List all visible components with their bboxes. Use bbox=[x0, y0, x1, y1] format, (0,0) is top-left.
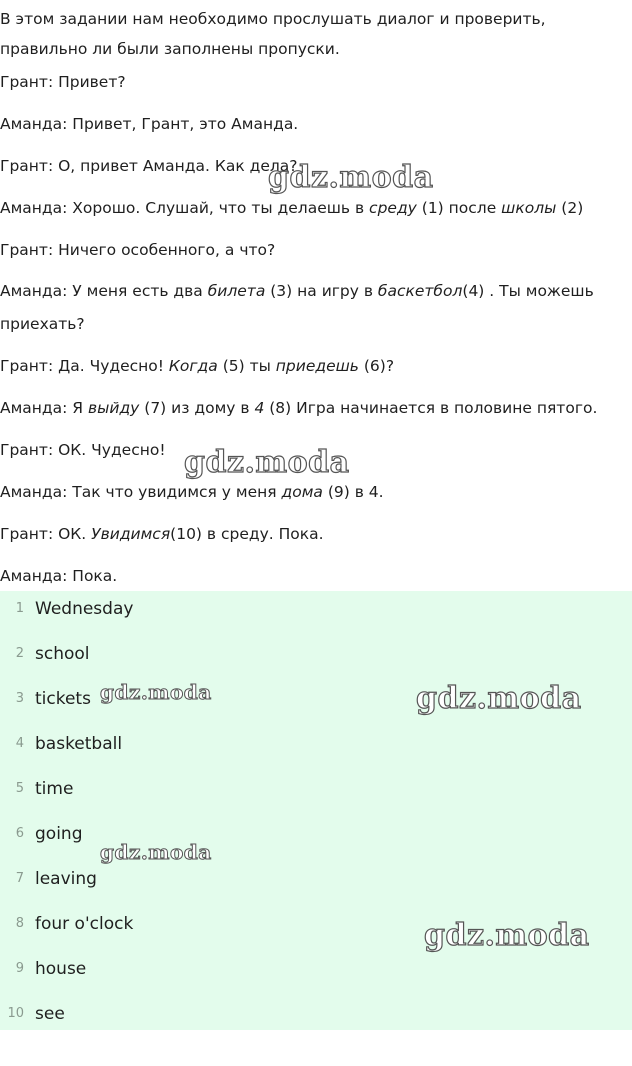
dialogue-text: Аманда: Я bbox=[0, 399, 88, 417]
filled-word: среду bbox=[369, 199, 417, 217]
watermark: gdz.moda bbox=[100, 840, 212, 864]
filled-word: билета bbox=[207, 282, 266, 300]
dialogue-line bbox=[0, 72, 630, 92]
answer-number: 8 bbox=[15, 916, 24, 931]
filled-word: 4 bbox=[254, 399, 265, 417]
watermark: gdz.moda bbox=[100, 680, 212, 704]
answer-item bbox=[0, 729, 632, 759]
dialogue-text: Грант: Ничего особенного, а что? bbox=[0, 241, 276, 259]
answer-text: basketball bbox=[35, 734, 123, 754]
answer-text: leaving bbox=[35, 869, 97, 889]
answer-number: 1 bbox=[15, 601, 24, 616]
answer-item bbox=[0, 594, 632, 624]
dialogue-text: Грант: Да. Чудесно! bbox=[0, 357, 169, 375]
filled-word: Увидимся bbox=[91, 525, 171, 543]
answer-text: see bbox=[35, 1004, 65, 1024]
dialogue-line bbox=[0, 566, 630, 586]
dialogue-line bbox=[0, 524, 630, 544]
answer-item bbox=[0, 999, 632, 1029]
filled-word: дома bbox=[281, 483, 323, 501]
answer-number: 10 bbox=[7, 1006, 24, 1021]
filled-word: приедешь bbox=[275, 357, 359, 375]
watermark: gdz.moda bbox=[268, 160, 434, 195]
dialogue-text: (4) . Ты можешь приехать? bbox=[0, 282, 594, 333]
dialogue-line bbox=[0, 156, 630, 176]
filled-word: Когда bbox=[168, 357, 218, 375]
dialogue-line bbox=[0, 440, 630, 460]
dialogue-line bbox=[0, 114, 630, 134]
dialogue-text: Грант: О, привет Аманда. Как дела? bbox=[0, 157, 298, 175]
answer-number: 5 bbox=[15, 781, 24, 796]
dialogue-text: (3) на игру в bbox=[265, 282, 378, 300]
answer-number: 4 bbox=[15, 736, 24, 751]
answer-item bbox=[0, 774, 632, 804]
answer-text: going bbox=[35, 824, 83, 844]
answer-number: 7 bbox=[15, 871, 24, 886]
dialogue-text: Аманда: Привет, Грант, это Аманда. bbox=[0, 115, 299, 133]
filled-word: выйду bbox=[88, 399, 140, 417]
dialogue-text: Грант: ОК. bbox=[0, 525, 92, 543]
dialogue-text: (7) из дому в bbox=[139, 399, 255, 417]
answer-item bbox=[0, 684, 632, 714]
dialogue-text: (5) ты bbox=[217, 357, 276, 375]
answer-number: 3 bbox=[15, 691, 24, 706]
dialogue-text: Аманда: У меня есть два bbox=[0, 282, 208, 300]
filled-word: баскетбол bbox=[377, 282, 463, 300]
answers-panel bbox=[0, 591, 632, 1030]
filled-word: школы bbox=[501, 199, 557, 217]
answer-number: 9 bbox=[15, 961, 24, 976]
dialogue-line bbox=[0, 482, 630, 502]
dialogue-text: (2) bbox=[556, 199, 584, 217]
dialogue-line bbox=[0, 398, 630, 418]
dialogue-text: Аманда: Пока. bbox=[0, 567, 118, 585]
dialogue-text: (9) в 4. bbox=[322, 483, 384, 501]
dialogue-text: Грант: Привет? bbox=[0, 73, 126, 91]
dialogue-text: (1) после bbox=[416, 199, 502, 217]
answer-text: tickets bbox=[35, 689, 91, 709]
answer-number: 2 bbox=[15, 646, 24, 661]
dialogue-text: (8) Игра начинается в половине пятого. bbox=[264, 399, 598, 417]
answer-text: house bbox=[35, 959, 87, 979]
intro-paragraph: В этом задании нам необходимо прослушать диалог и проверить, правильно ли были заполнены пропуски. bbox=[0, 10, 546, 58]
dialogue-line bbox=[0, 356, 630, 376]
watermark: gdz.moda bbox=[424, 918, 590, 953]
answer-item bbox=[0, 954, 632, 984]
watermark: gdz.moda bbox=[184, 445, 350, 480]
dialogue-text: Аманда: Так что увидимся у меня bbox=[0, 483, 282, 501]
watermark: gdz.moda bbox=[416, 681, 582, 716]
answer-text: school bbox=[35, 644, 90, 664]
dialogue-line bbox=[0, 275, 630, 341]
dialogue-line bbox=[0, 240, 630, 260]
answer-text: four o'clock bbox=[35, 914, 134, 934]
answer-item bbox=[0, 639, 632, 669]
dialogue-text: Аманда: Хорошо. Слушай, что ты делаешь в bbox=[0, 199, 370, 217]
dialogue-text: (6)? bbox=[358, 357, 395, 375]
answer-number: 6 bbox=[15, 826, 24, 841]
answer-text: Wednesday bbox=[35, 599, 134, 619]
answer-item bbox=[0, 819, 632, 849]
dialogue-text: (10) в среду. Пока. bbox=[170, 525, 324, 543]
dialogue-text: Грант: ОК. Чудесно! bbox=[0, 441, 166, 459]
answer-item bbox=[0, 864, 632, 894]
dialogue-line bbox=[0, 198, 630, 218]
answer-item bbox=[0, 909, 632, 939]
answer-text: time bbox=[35, 779, 74, 799]
